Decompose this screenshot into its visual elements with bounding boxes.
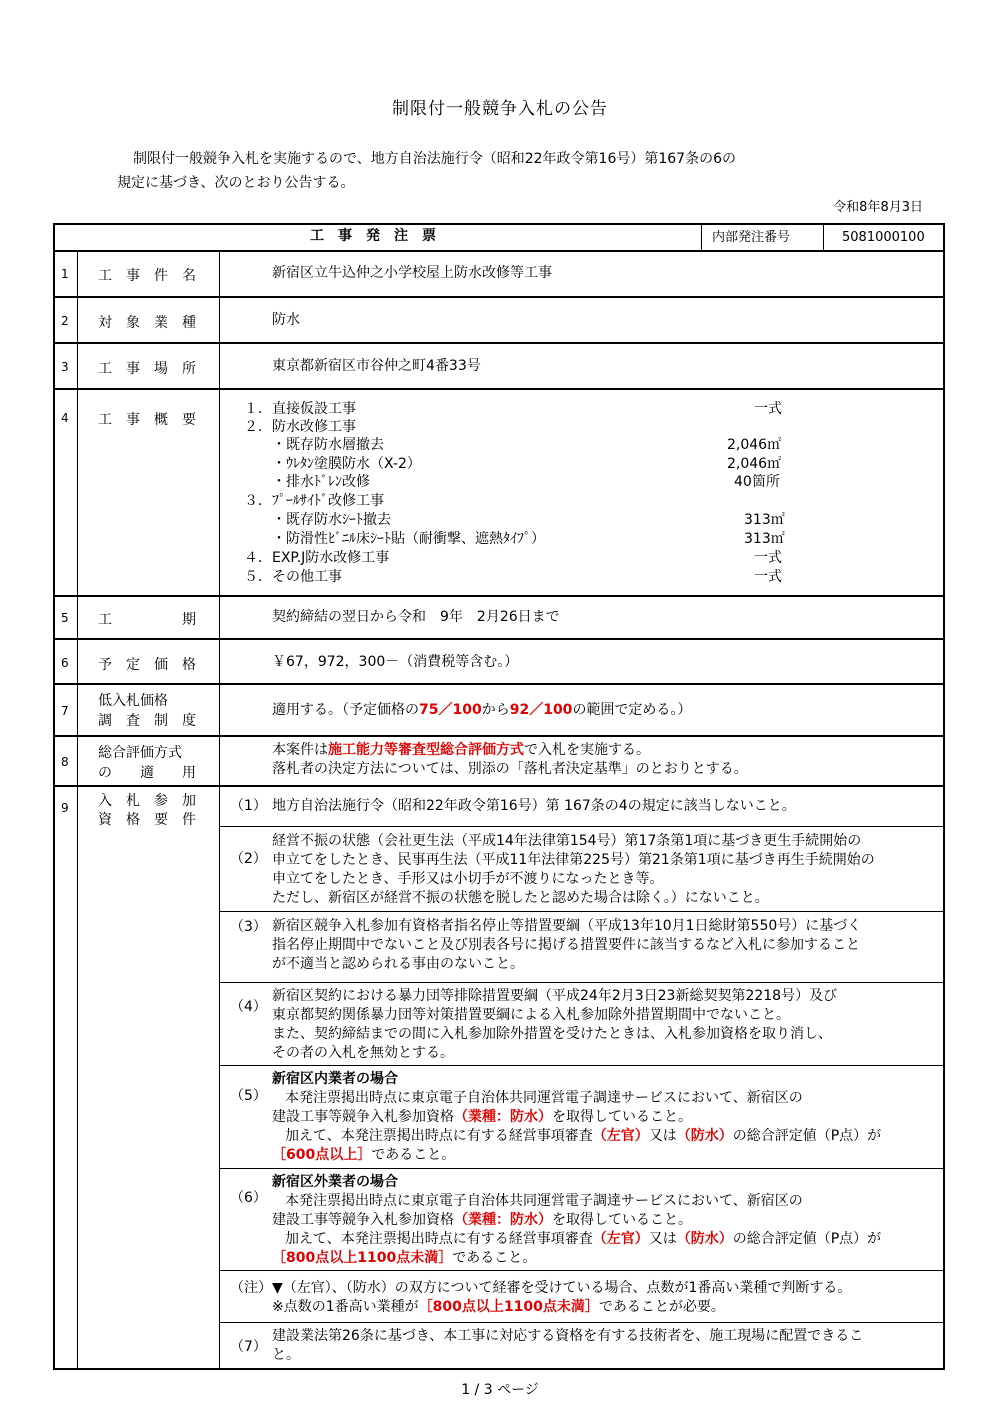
intro-line-2: 規定に基づき、次のとおり公告する。 <box>117 175 355 191</box>
req-5-heading: 新宿区内業者の場合 <box>272 1071 398 1087</box>
row-number: 7 <box>61 704 69 718</box>
req-number: （5） <box>230 1088 267 1104</box>
overview-item: ２．防水改修工事 <box>244 419 356 435</box>
comprehensive-evaluation: 本案件は施工能力等審査型総合評価方式で入札を実施する。 <box>272 742 650 758</box>
row-number: 6 <box>61 656 69 670</box>
req-6-heading: 新宿区外業者の場合 <box>272 1174 398 1190</box>
req-number: （4） <box>230 999 267 1015</box>
row-label: 工 事 場 所 <box>98 361 196 377</box>
req-2-line: 経営不振の状態（会社更生法（平成14年法律第154号）第17条第1項に基づき更生手続開始の <box>272 833 862 849</box>
overview-item: ４．EXP.J防水改修工事 <box>244 550 390 566</box>
req-1-text: 地方自治法施行令（昭和22年政令第16号）第 167条の4の規定に該当しないこと。 <box>272 798 796 814</box>
overview-qty: 一式 <box>754 569 782 585</box>
row-label: 工 事 件 名 <box>98 268 196 284</box>
req-number: （6） <box>230 1190 267 1206</box>
overview-qty: 313㎡ <box>744 512 785 528</box>
note-line: ※点数の1番高い業種が［800点以上1100点未満］であることが必要。 <box>272 1299 725 1315</box>
note-number: （注） <box>230 1280 272 1296</box>
req-number: （7） <box>230 1339 267 1355</box>
overview-item: ・既存防水ｼｰﾄ撤去 <box>272 512 391 528</box>
req-6-line: 建設工事等競争入札参加資格（業種：防水）を取得していること。 <box>272 1212 692 1228</box>
row-label: 予 定 価 格 <box>98 657 196 673</box>
req-5-line: 加えて、本発注票掲出時点に有する経営事項審査（左官）又は（防水）の総合評定値（P点）が <box>285 1128 882 1144</box>
req-6-line: ［800点以上1100点未満］であること。 <box>272 1250 537 1266</box>
row-number: 3 <box>61 360 69 374</box>
low-bid-system: 適用する。（予定価格の75／100から92／100の範囲で定める。） <box>272 702 692 718</box>
page-title: 制限付一般競争入札の公告 <box>392 99 608 119</box>
req-2-line: 申立てをしたとき、手形又は小切手が不渡りになったとき等。 <box>272 871 664 887</box>
req-4-line: その者の入札を無効とする。 <box>272 1045 454 1061</box>
req-3-line: 指名停止期間中でないこと及び別表各号に掲げる措置要件に該当するなど入札に参加すること <box>272 937 860 953</box>
req-number: （1） <box>230 798 267 814</box>
overview-item: ・排水ﾄﾞﾚﾝ改修 <box>272 474 370 490</box>
construction-period: 契約締結の翌日から令和 9年 2月26日まで <box>272 609 560 625</box>
overview-qty: 2,046㎡ <box>727 456 782 472</box>
overview-item: ・ｳﾚﾀﾝ塗膜防水（X-2） <box>272 456 421 472</box>
evaluation-note: 落札者の決定方法については、別添の「落札者決定基準」のとおりとする。 <box>272 761 748 777</box>
overview-qty: 313㎡ <box>744 531 785 547</box>
overview-item: １．直接仮設工事 <box>244 401 356 417</box>
page-number: 1 / 3 ページ <box>461 1382 539 1398</box>
overview-qty: 2,046㎡ <box>727 437 782 453</box>
req-3-line: が不適当と認められる事由のないこと。 <box>272 956 524 972</box>
internal-number-value: 5081000100 <box>842 230 925 245</box>
intro-line-1: 制限付一般競争入札を実施するので、地方自治法施行令（昭和22年政令第16号）第167条の6の <box>133 151 736 167</box>
trade-type: 防水 <box>272 312 300 328</box>
req-4-line: 東京都契約関係暴力団等対策措置要綱による入札参加除外措置期間中でないこと。 <box>272 1007 790 1023</box>
req-2-line: 申立てをしたとき、民事再生法（平成11年法律第225号）第21条第1項に基づき再生手続開始の <box>272 852 875 868</box>
row-label-line-2: 調 査 制 度 <box>98 713 196 729</box>
estimated-price: ￥67，972，300－（消費税等含む。） <box>272 654 519 670</box>
row-label-line-2: 資 格 要 件 <box>98 812 196 828</box>
row-number: 4 <box>61 411 69 425</box>
row-number: 2 <box>61 314 69 328</box>
row-label: 工 期 <box>98 612 196 628</box>
overview-qty: 一式 <box>754 401 782 417</box>
req-3-line: 新宿区競争入札参加有資格者指名停止等措置要綱（平成13年10月1日総財第550号）に基づく <box>272 918 862 934</box>
row-number: 1 <box>61 267 69 281</box>
row-label-line-2: の 適 用 <box>98 765 196 781</box>
req-7-line: 建設業法第26条に基づき、本工事に対応する資格を有する技術者を、施工現場に配置できるこ <box>272 1328 864 1344</box>
req-4-line: 新宿区契約における暴力団等排除措置要綱（平成24年2月3日23新総契契第2218号）及び <box>272 988 838 1004</box>
req-5-line: ［600点以上］であること。 <box>272 1147 456 1163</box>
req-5-line: 本発注票掲出時点に東京電子自治体共同運営電子調達サービスにおいて、新宿区の <box>285 1090 803 1106</box>
notice-date: 令和8年8月3日 <box>833 200 923 215</box>
row-label-line-1: 低入札価格 <box>98 693 168 709</box>
row-label: 工 事 概 要 <box>98 412 196 428</box>
req-7-line: と。 <box>272 1347 300 1363</box>
overview-item: ・既存防水層撤去 <box>272 437 384 453</box>
project-name: 新宿区立牛込仲之小学校屋上防水改修等工事 <box>272 265 552 281</box>
req-6-line: 本発注票掲出時点に東京電子自治体共同運営電子調達サービスにおいて、新宿区の <box>285 1193 803 1209</box>
overview-qty: 40箇所 <box>734 474 780 490</box>
req-6-line: 加えて、本発注票掲出時点に有する経営事項審査（左官）又は（防水）の総合評定値（P点）が <box>285 1231 882 1247</box>
req-4-line: また、契約締結までの間に入札参加除外措置を受けたときは、入札参加資格を取り消し、 <box>272 1026 832 1042</box>
row-number: 9 <box>61 801 69 815</box>
req-number: （3） <box>230 919 267 935</box>
row-label-line-1: 総合評価方式 <box>98 745 182 761</box>
req-5-line: 建設工事等競争入札参加資格（業種：防水）を取得していること。 <box>272 1109 692 1125</box>
row-number: 5 <box>61 611 69 625</box>
req-number: （2） <box>230 851 267 867</box>
req-2-line: ただし、新宿区が経営不振の状態を脱したと認めた場合は除く。）にないこと。 <box>272 890 769 906</box>
note-line: ▼（左官）、（防水）の双方について経審を受けている場合、点数が1番高い業種で判断する。 <box>272 1280 852 1296</box>
overview-item: ・防滑性ﾋﾞﾆﾙ床ｼｰﾄ貼（耐衝撃、遮熱ﾀｲﾌﾟ） <box>272 531 545 547</box>
overview-item: ３．ﾌﾟｰﾙｻｲﾄﾞ改修工事 <box>244 493 384 509</box>
overview-item: ５．その他工事 <box>244 569 342 585</box>
ticket-heading: 工 事 発 注 票 <box>310 228 436 244</box>
work-location: 東京都新宿区市谷仲之町4番33号 <box>272 358 481 374</box>
row-label-line-1: 入 札 参 加 <box>98 793 196 809</box>
internal-number-label: 内部発注番号 <box>712 230 791 245</box>
overview-qty: 一式 <box>754 550 782 566</box>
row-number: 8 <box>61 755 69 769</box>
row-label: 対 象 業 種 <box>98 315 196 331</box>
